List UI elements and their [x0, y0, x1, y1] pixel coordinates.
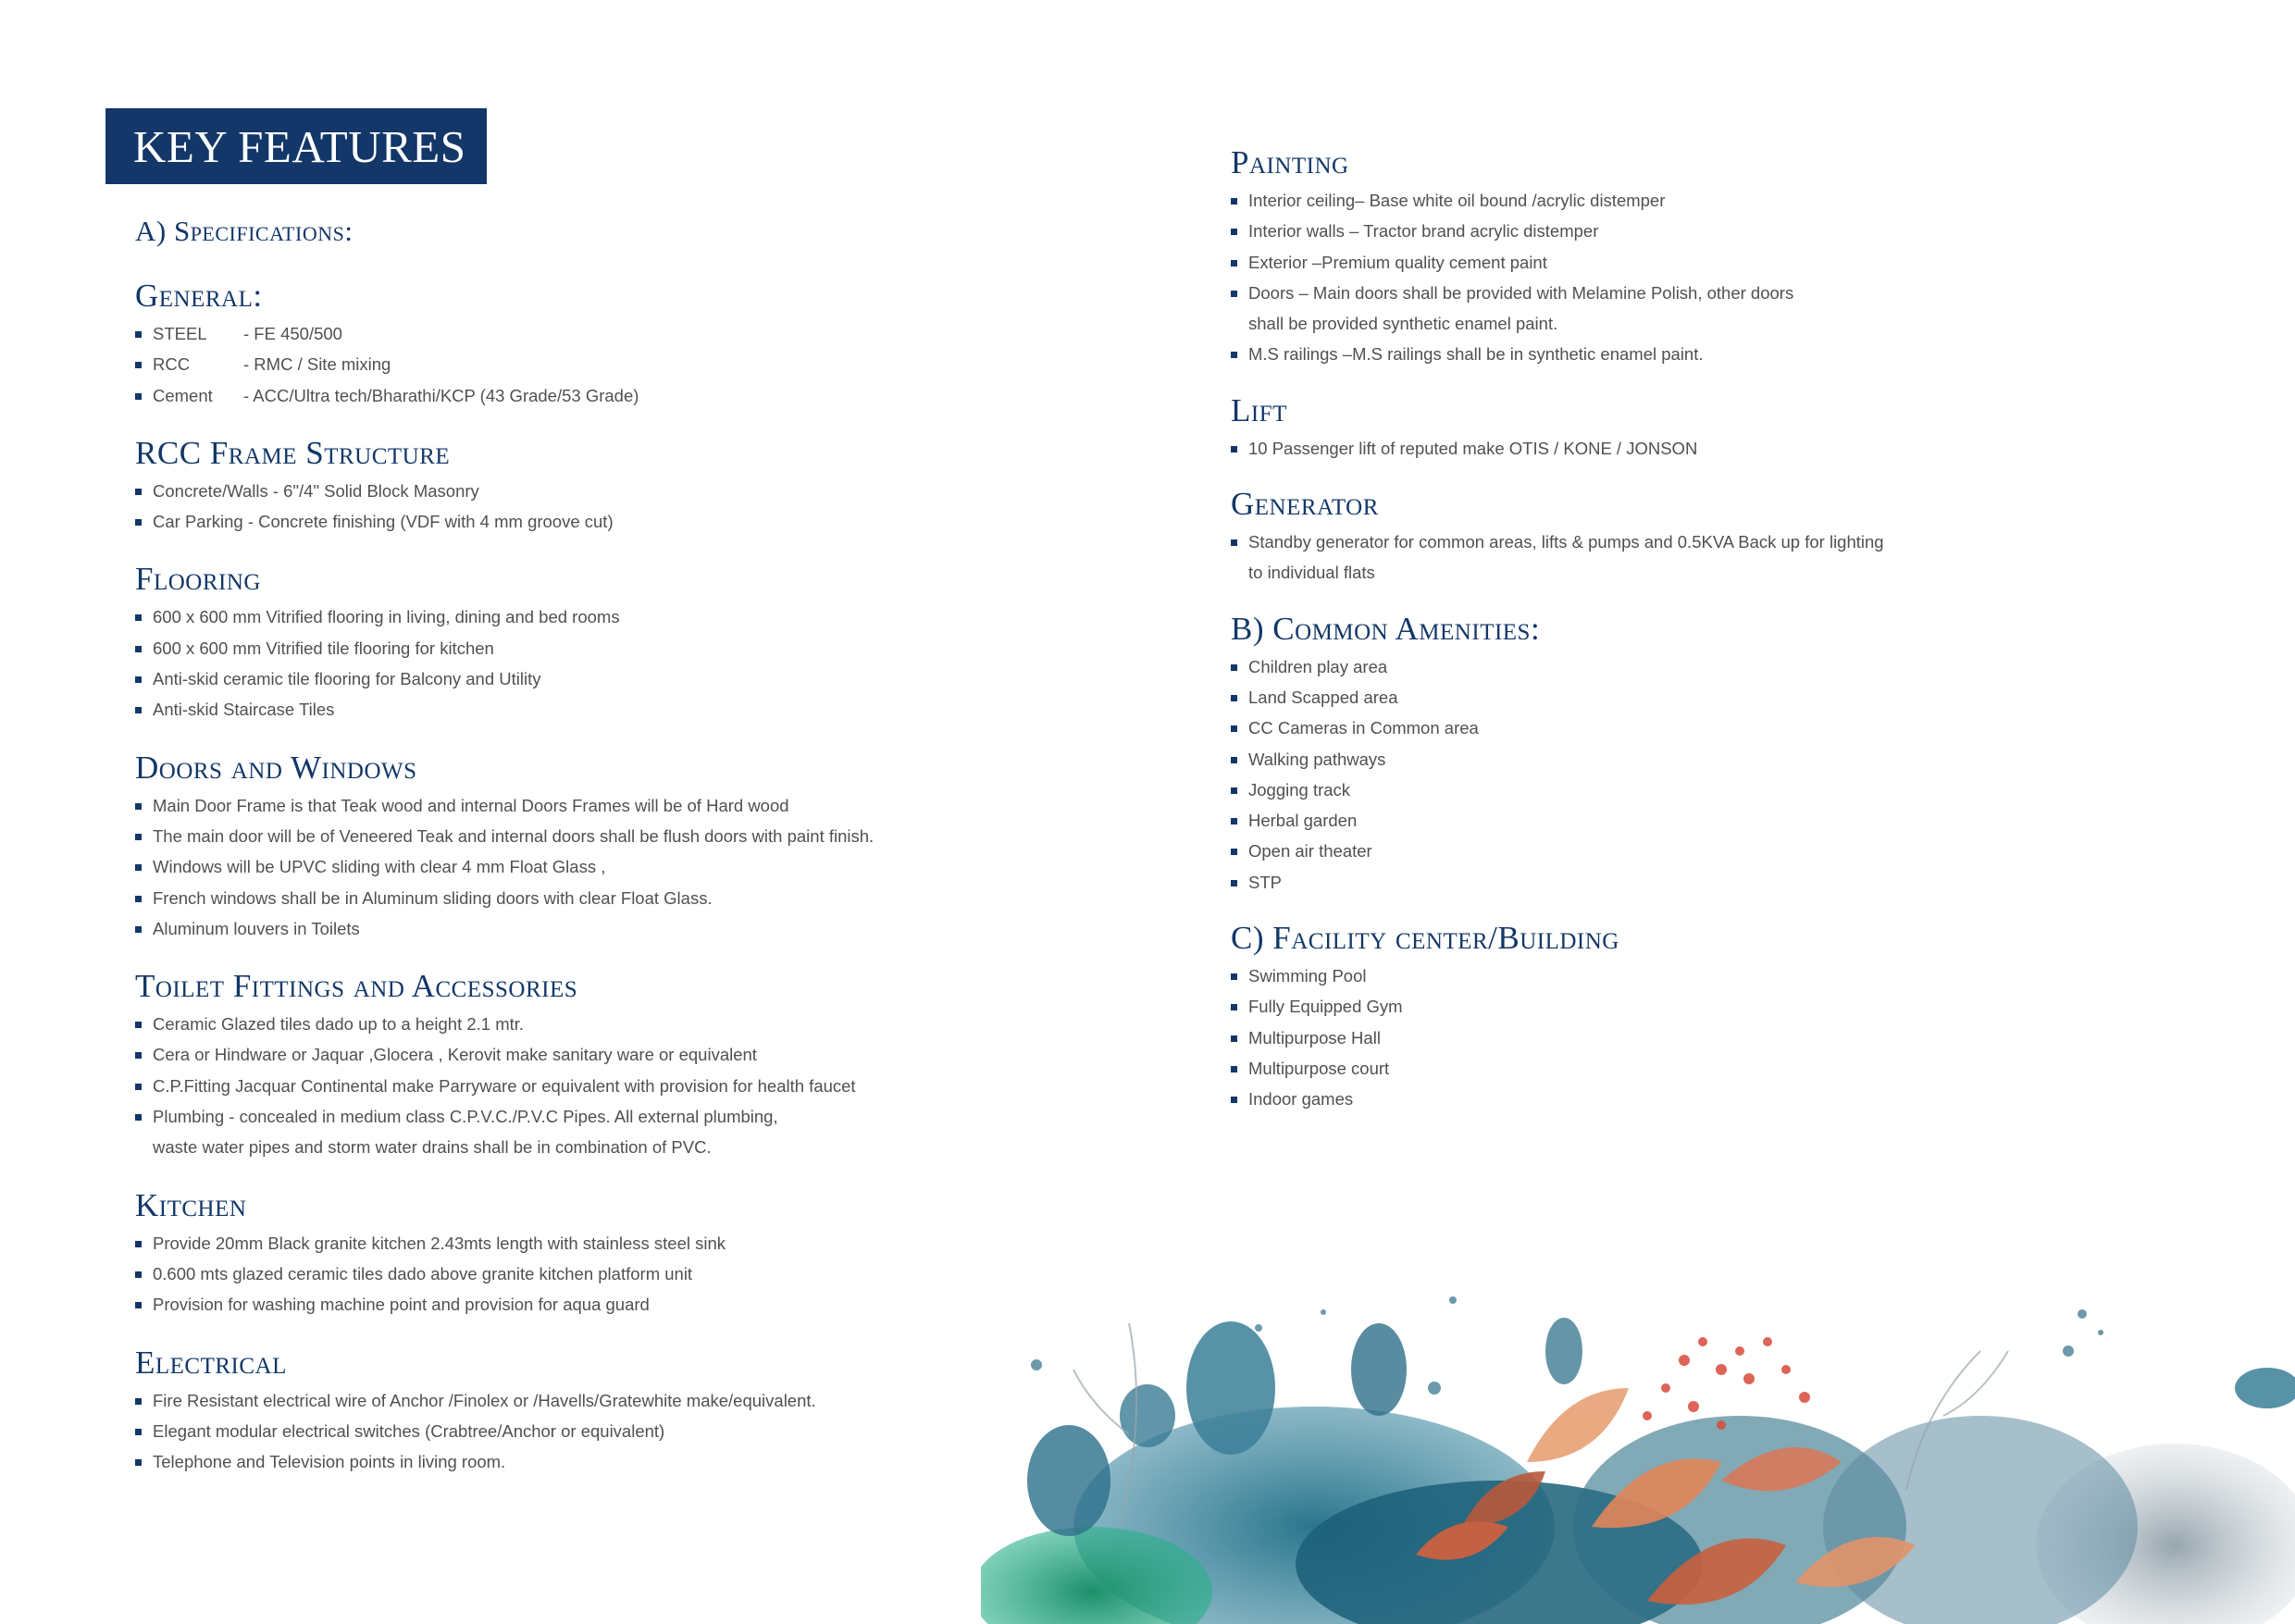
- section-gap: [1231, 370, 2156, 389]
- section-gap: [135, 1163, 1061, 1184]
- list-item: Cera or Hindware or Jaquar ,Glocera , Kerovit make sanitary ware or equivalent: [135, 1039, 1061, 1070]
- section-gap: [135, 1320, 1061, 1341]
- spec-label: Cement: [153, 385, 213, 405]
- watercolor-foliage-illustration: [981, 1249, 2295, 1624]
- spec-value: - ACC/Ultra tech/Bharathi/KCP (43 Grade/53 Grade): [243, 385, 639, 405]
- list-item: Standby generator for common areas, lifts & pumps and 0.5KVA Back up for lighting: [1231, 527, 2156, 557]
- list-item: Herbal garden: [1231, 805, 2156, 836]
- list-item: to individual flats: [1248, 563, 1375, 583]
- list-item: Elegant modular electrical switches (Crabtree/Anchor or equivalent): [135, 1416, 1061, 1446]
- list-item: 10 Passenger lift of reputed make OTIS / KONE / JONSON: [1231, 433, 2156, 464]
- list-item: Car Parking - Concrete finishing (VDF with 4 mm groove cut): [135, 506, 1061, 537]
- list-item: Anti-skid Staircase Tiles: [135, 694, 1061, 725]
- bullet-list: [135, 476, 1061, 538]
- section-left-0: [135, 274, 1061, 411]
- specifications-heading: A) Specifications:: [135, 215, 354, 247]
- spec-label: STEEL: [153, 324, 207, 343]
- section-heading: Generator: [1231, 486, 1379, 523]
- list-item: Ceramic Glazed tiles dado up to a height 2.1 mtr.: [135, 1009, 1061, 1039]
- section-heading: B) Common Amenities:: [1231, 610, 1541, 647]
- section-left-2: [135, 557, 1061, 725]
- section-left-4: [135, 964, 1061, 1162]
- key-features-banner: [105, 108, 487, 184]
- spec-row: [135, 349, 1061, 379]
- list-item: waste water pipes and storm water drains shall be in combination of PVC.: [153, 1137, 712, 1158]
- list-item: Aluminum louvers in Toilets: [135, 913, 1061, 944]
- section-heading: Flooring: [135, 561, 261, 598]
- section-heading: Toilet Fittings and Accessories: [135, 968, 578, 1005]
- section-right-1: [1231, 389, 2156, 464]
- list-item: 0.600 mts glazed ceramic tiles dado above granite kitchen platform unit: [135, 1258, 1061, 1289]
- section-gap: [135, 725, 1061, 746]
- banner-title: KEY FEATURES: [133, 120, 466, 172]
- section-left-6: [135, 1341, 1061, 1478]
- list-item: Multipurpose court: [1231, 1053, 2156, 1084]
- section-left-3: [135, 746, 1061, 944]
- section-heading: General:: [135, 278, 263, 314]
- spec-row: [135, 380, 1061, 411]
- bullet-list: [135, 790, 1061, 944]
- section-heading: Doors and Windows: [135, 749, 417, 786]
- section-gap: [135, 944, 1061, 964]
- section-gap: [1231, 464, 2156, 482]
- list-item: Open air theater: [1231, 836, 2156, 866]
- list-item: STP: [1231, 867, 2156, 898]
- section-left-5: [135, 1184, 1061, 1320]
- bullet-list: [1231, 433, 2156, 464]
- list-item: Anti-skid ceramic tile flooring for Balcony and Utility: [135, 663, 1061, 694]
- section-right-4: [1231, 916, 2156, 1114]
- list-item: Interior ceiling– Base white oil bound /acrylic distemper: [1231, 185, 2156, 216]
- list-item: C.P.Fitting Jacquar Continental make Parryware or equivalent with provision for health faucet: [135, 1071, 1061, 1101]
- list-item: Telephone and Television points in living room.: [135, 1446, 1061, 1477]
- list-item: CC Cameras in Common area: [1231, 713, 2156, 743]
- section-heading: RCC Frame Structure: [135, 434, 451, 471]
- list-item: Provision for washing machine point and provision for aqua guard: [135, 1289, 1061, 1320]
- section-heading: Lift: [1231, 391, 1287, 428]
- bullet-list: [135, 1385, 1061, 1478]
- right-column: [1231, 141, 2156, 1115]
- list-item: Interior walls – Tractor brand acrylic distemper: [1231, 216, 2156, 246]
- list-item: Children play area: [1231, 651, 2156, 682]
- list-item: 600 x 600 mm Vitrified tile flooring for kitchen: [135, 633, 1061, 663]
- spec-row: [135, 318, 1061, 349]
- bullet-list: [135, 1009, 1061, 1162]
- list-item: Jogging track: [1231, 775, 2156, 805]
- section-left-1: [135, 431, 1061, 538]
- bullet-list: [1231, 527, 2156, 589]
- list-item: Main Door Frame is that Teak wood and internal Doors Frames will be of Hard wood: [135, 790, 1061, 821]
- bullet-list: [1231, 651, 2156, 898]
- spec-value: - FE 450/500: [243, 324, 342, 343]
- section-gap: [1231, 898, 2156, 916]
- list-item: M.S railings –M.S railings shall be in synthetic enamel paint.: [1231, 339, 2156, 369]
- section-gap: [135, 411, 1061, 431]
- list-item: Multipurpose Hall: [1231, 1023, 2156, 1053]
- list-item: Indoor games: [1231, 1084, 2156, 1114]
- spec-label: RCC: [153, 354, 191, 375]
- list-item: Swimming Pool: [1231, 961, 2156, 991]
- section-heading: Electrical: [135, 1344, 287, 1381]
- list-item: shall be provided synthetic enamel paint.: [1248, 314, 1558, 334]
- bullet-list: [135, 318, 1061, 411]
- section-heading: Kitchen: [135, 1186, 247, 1223]
- list-item: Concrete/Walls - 6"/4" Solid Block Masonry: [135, 476, 1061, 506]
- section-heading: Painting: [1231, 144, 1349, 180]
- list-item: Fire Resistant electrical wire of Anchor /Finolex or /Havells/Gratewhite make/equivalent.: [135, 1385, 1061, 1416]
- list-item: Fully Equipped Gym: [1231, 991, 2156, 1022]
- bullet-list: [135, 601, 1061, 725]
- list-item: Plumbing - concealed in medium class C.P.V.C./P.V.C Pipes. All external plumbing,: [135, 1101, 1061, 1132]
- section-gap: [1231, 589, 2156, 607]
- section-gap: [135, 537, 1061, 557]
- list-item: Windows will be UPVC sliding with clear 4 mm Float Glass ,: [135, 851, 1061, 882]
- bullet-list: [1231, 185, 2156, 370]
- list-item: Exterior –Premium quality cement paint: [1231, 247, 2156, 278]
- list-item: The main door will be of Veneered Teak and internal doors shall be flush doors with paint finish.: [135, 821, 1061, 851]
- list-item: 600 x 600 mm Vitrified flooring in living, dining and bed rooms: [135, 601, 1061, 632]
- bullet-list: [1231, 961, 2156, 1114]
- list-item: Doors – Main doors shall be provided with Melamine Polish, other doors: [1231, 278, 2156, 308]
- section-right-0: [1231, 141, 2156, 370]
- bullet-list: [135, 1228, 1061, 1320]
- left-column: [135, 274, 1061, 1477]
- list-item: Provide 20mm Black granite kitchen 2.43mts length with stainless steel sink: [135, 1228, 1061, 1258]
- spec-value: - RMC / Site mixing: [243, 354, 391, 375]
- section-heading: C) Facility center/Building: [1231, 920, 1619, 957]
- section-right-3: [1231, 607, 2156, 898]
- list-item: Walking pathways: [1231, 744, 2156, 775]
- list-item: French windows shall be in Aluminum sliding doors with clear Float Glass.: [135, 883, 1061, 913]
- section-right-2: [1231, 482, 2156, 589]
- list-item: Land Scapped area: [1231, 682, 2156, 713]
